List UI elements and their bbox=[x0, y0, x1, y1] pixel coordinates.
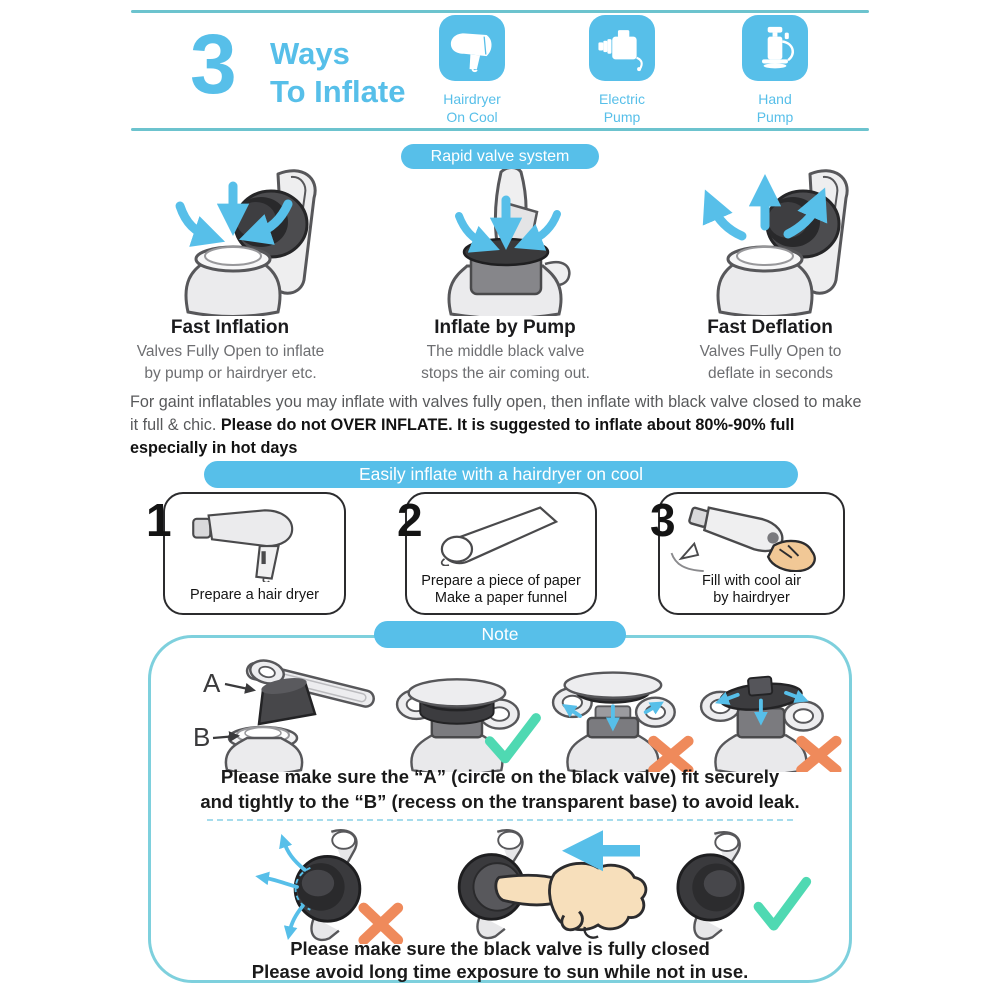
fast-deflation-title: Fast Deflation bbox=[707, 317, 833, 338]
valve-part-b-label: B bbox=[193, 722, 211, 752]
valve-leaking-wrong-illustration bbox=[251, 826, 423, 944]
step-number-3: 3 bbox=[650, 494, 676, 546]
method-label-electric-pump bbox=[562, 90, 682, 126]
valve-loose-wrong-illustration-1 bbox=[547, 660, 702, 772]
method-tile-hand-pump bbox=[742, 15, 808, 81]
hairdryer-icon bbox=[446, 22, 498, 74]
step-caption-2-line1: Prepare a piece of paper bbox=[421, 573, 581, 590]
fast-inflation-desc bbox=[113, 341, 348, 386]
hand-pump-icon bbox=[749, 22, 801, 74]
method-tile-electric-pump bbox=[589, 15, 655, 81]
advice-bold-text: Please do not OVER INFLATE. It is suggested to inflate about 80%-90% full especially in hot days bbox=[130, 416, 795, 457]
note-heading: Note bbox=[374, 621, 626, 648]
desc-line: stops the air coming out. bbox=[421, 365, 590, 383]
step-caption-3-line1: Fill with cool air bbox=[701, 573, 802, 590]
method-label-line: Hand bbox=[758, 91, 792, 107]
logo-number: 3 bbox=[190, 17, 235, 111]
paper-funnel-illustration bbox=[417, 504, 589, 566]
step-caption-3-line2: by hairdryer bbox=[713, 590, 790, 607]
desc-line: The middle black valve bbox=[426, 343, 585, 360]
step-number-2: 2 bbox=[397, 494, 423, 546]
step-box-2 bbox=[405, 492, 597, 615]
desc-line: Valves Fully Open to inflate bbox=[136, 343, 325, 360]
note-panel bbox=[148, 635, 852, 983]
inflate-by-pump-title: Inflate by Pump bbox=[434, 317, 576, 338]
step-caption-2-line2: Make a paper funnel bbox=[434, 590, 568, 607]
valve-closed-correct-illustration bbox=[391, 660, 546, 772]
press-valve-closed-illustration bbox=[439, 826, 664, 944]
note-divider bbox=[207, 819, 793, 821]
fill-with-hairdryer-illustration bbox=[666, 500, 840, 572]
hairdryer-illustration bbox=[183, 500, 328, 582]
desc-line: by pump or hairdryer etc. bbox=[144, 365, 317, 383]
rapid-valve-heading: Rapid valve system bbox=[401, 144, 599, 169]
fast-deflation-illustration bbox=[690, 164, 900, 316]
method-label-line: Electric bbox=[599, 91, 645, 107]
note-line-2: and tightly to the “B” (recess on the transparent base) to avoid leak. bbox=[200, 791, 800, 812]
method-label-line: Pump bbox=[603, 109, 641, 126]
method-label-line: On Cool bbox=[446, 109, 498, 126]
step-caption-1: Prepare a hair dryer bbox=[190, 587, 319, 604]
logo-title-line2: To Inflate bbox=[270, 74, 406, 109]
step-box-1 bbox=[163, 492, 346, 615]
inflate-by-pump-desc bbox=[388, 341, 623, 386]
step-box-3 bbox=[658, 492, 845, 615]
method-tile-hairdryer bbox=[439, 15, 505, 81]
valve-loose-wrong-illustration-2 bbox=[695, 660, 850, 772]
method-label-line: Hairdryer bbox=[443, 91, 501, 107]
valve-fully-closed-correct-illustration bbox=[651, 828, 816, 943]
fast-inflation-illustration bbox=[158, 164, 368, 316]
step-number-1: 1 bbox=[146, 494, 172, 546]
note-line-4: Please avoid long time exposure to sun while not in use. bbox=[251, 961, 749, 982]
header-bottom-divider bbox=[131, 128, 869, 131]
note-line-3: Please make sure the black valve is fully closed bbox=[290, 938, 710, 959]
top-divider bbox=[131, 10, 869, 13]
valve-part-a-label: A bbox=[203, 668, 221, 698]
note-line-1: Please make sure the “A” (circle on the black valve) fit securely bbox=[220, 766, 780, 787]
fast-inflation-title: Fast Inflation bbox=[170, 317, 290, 338]
desc-line: Valves Fully Open to bbox=[699, 343, 842, 360]
logo-title-line1: Ways bbox=[270, 36, 350, 71]
advice-normal-text: For gaint inflatables you may inflate with valves fully open, then inflate with black valve closed to make it full & chic. bbox=[130, 393, 862, 434]
valve-parts-ab-illustration bbox=[187, 648, 387, 772]
method-label-hand-pump bbox=[715, 90, 835, 126]
method-label-hairdryer bbox=[412, 90, 532, 126]
method-label-line: Pump bbox=[756, 109, 794, 126]
fast-deflation-desc bbox=[653, 341, 888, 386]
desc-line: deflate in seconds bbox=[708, 365, 833, 383]
hairdryer-section-heading: Easily inflate with a hairdryer on cool bbox=[204, 461, 798, 488]
inflation-advice-paragraph bbox=[130, 391, 872, 460]
electric-pump-icon bbox=[596, 22, 648, 74]
inflate-by-pump-illustration bbox=[413, 164, 603, 316]
